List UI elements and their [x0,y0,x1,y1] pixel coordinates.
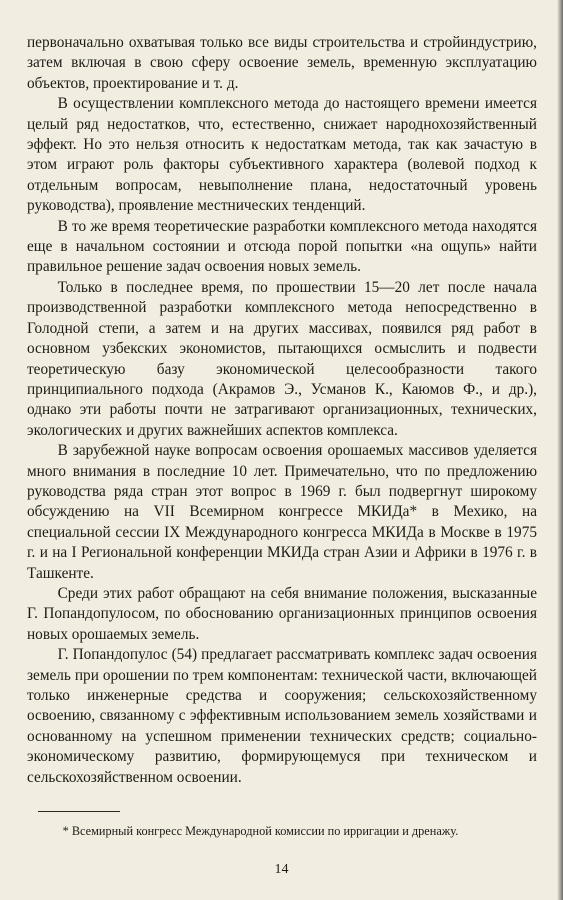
paragraph-2: В осуществлении комплексного метода до настоящего времени имеется целый ряд недостатков, что, естественно, снижает народнохозяйственный эффект. Но это нельзя относить к недостаткам метода, так как зачастую в этом играют роль факторы субъективного характера (волевой подход к отдельным вопросам, невыполнение плана, недостаточный уровень руководства), проявление местнических тенденций. [27,95,537,215]
footnote-rule [38,811,120,812]
paragraph-7: Г. Попандопулос (54) предлагает рассматривать комплекс задач освоения земель при орошении по трем компонентам: технической части, включающей только инженерные средства и сооружения; сельскохозяйственному освоению, связанному с эффективным использованием земель хозяйствами и основанному на успешном применении технических средств; социально-экономическому развитию, формирующемуся при техническом и сельскохозяйственном освоении. [27,646,537,786]
paragraph-5: В зарубежной науке вопросам освоения орошаемых массивов уделяется много внимания в последние 10 лет. Примечательно, что по предложению руководства ряда стран этот вопрос в 1969 г. был подвергнут широкому обсуждению на VII Всемирном конгрессе МКИДа* в Мехико, на специальной сессии IX Международного конгресса МКИДа в Москве в 1975 г. и на I Региональной конференции МКИДа стран Азии и Африки в 1976 г. в Ташкенте. [27,442,537,582]
page-number: 14 [274,862,289,877]
paragraph-6: Среди этих работ обращают на себя внимание положения, высказанные Г. Попандопулосом, по обоснованию организационных принципов освоения новых орошаемых земель. [27,584,537,643]
footnote: * Всемирный конгресс Международной комиссии по ирригации и дренажу. [62,824,459,838]
paragraph-1: первоначально охватывая только все виды строительства и стройиндустрию, затем включая в свою сферу освоение земель, временную эксплуатацию объектов, проектирование и т. д. [27,34,537,92]
body-text [27,33,537,788]
page-edge-shadow [557,0,563,900]
paragraph-3: В то же время теоретические разработки комплексного метода находятся еще в начальном состоянии и отсюда порой попытки «на ощупь» найти правильное решение задач освоения новых земель. [27,217,537,276]
paragraph-4: Только в последнее время, по прошествии 15—20 лет после начала производственной разработки комплексного метода непосредственно в Голодной степи, а затем и на других массивах, появился ряд работ в основном узбекских экономистов, пытающихся осмыслить и подвести теоретическую базу экономической целесообразности такого принципиального подхода (Акрамов Э., Усманов К., Каюмов Ф., и др.), однако эти работы почти не затрагивают организационных, технических, экологических и других важнейших аспектов комплекса. [27,278,537,439]
